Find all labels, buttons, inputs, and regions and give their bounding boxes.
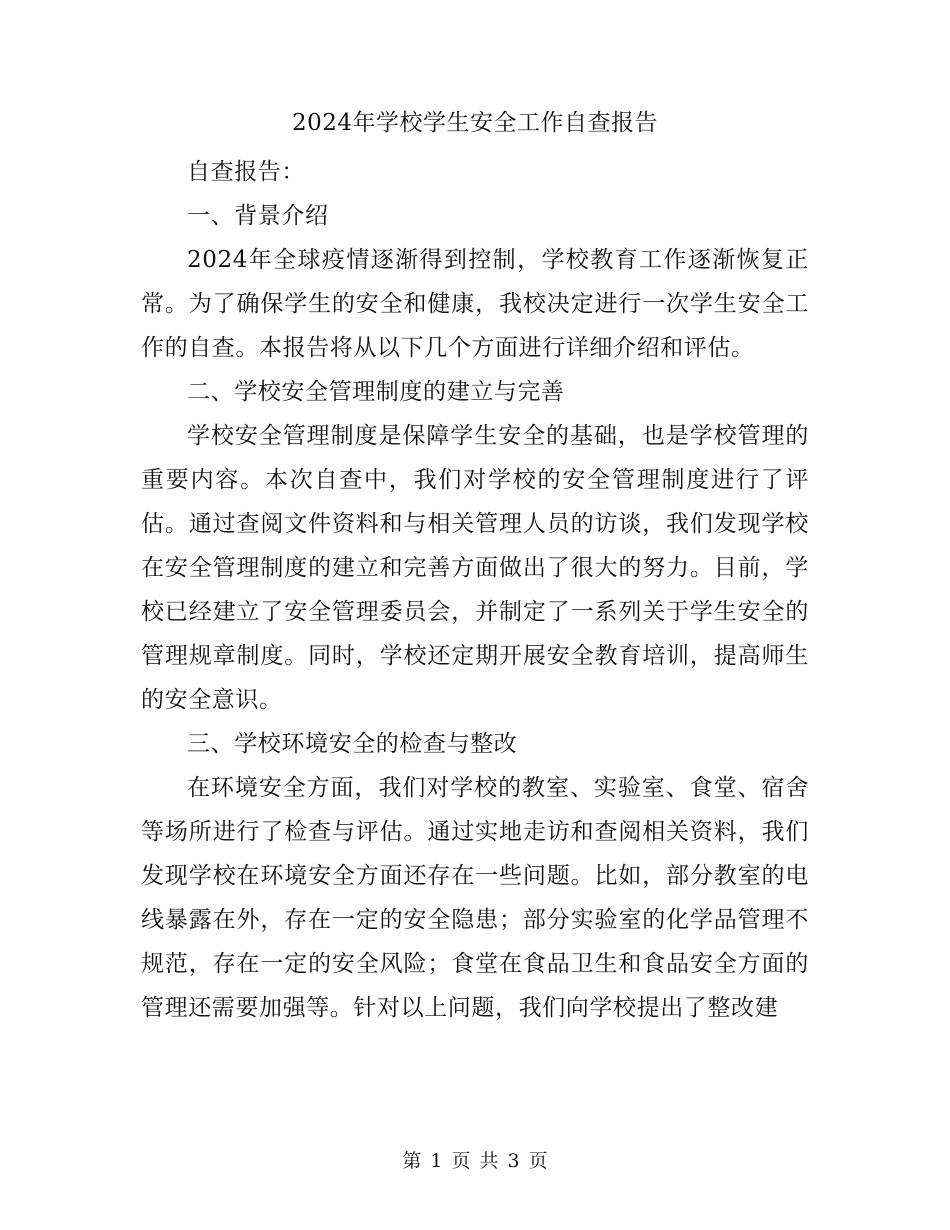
- paragraph-management-system: 学校安全管理制度是保障学生安全的基础，也是学校管理的重要内容。本次自查中，我们对学校的安全管理制度进行了评估。通过查阅文件资料和与相关管理人员的访谈，我们发现学校在安全管理制度的建立和完善方面做出了很大的努力。目前，学校已经建立了安全管理委员会，并制定了一系列关于学生安全的管理规章制度。同时，学校还定期开展安全教育培训，提高师生的安全意识。: [141, 423, 809, 713]
- document-title: 2024年学校学生安全工作自查报告: [291, 110, 659, 136]
- heading-environment-safety: 三、学校环境安全的检查与整改: [187, 731, 518, 757]
- heading-management-system: 二、学校安全管理制度的建立与完善: [187, 379, 565, 405]
- document-body: [141, 150, 809, 1030]
- paragraph-background: 2024年全球疫情逐渐得到控制，学校教育工作逐渐恢复正常。为了确保学生的安全和健康，我校决定进行一次学生安全工作的自查。本报告将从以下几个方面进行详细介绍和评估。: [141, 247, 809, 361]
- heading-background: 一、背景介绍: [187, 203, 329, 229]
- page-number-footer: 第 1 页 共 3 页: [402, 1150, 548, 1172]
- paragraph-environment-safety: 在环境安全方面，我们对学校的教室、实验室、食堂、宿舍等场所进行了检查与评估。通过实地走访和查阅相关资料，我们发现学校在环境安全方面还存在一些问题。比如，部分教室的电线暴露在外，存在一定的安全隐患；部分实验室的化学品管理不规范，存在一定的安全风险；食堂在食品卫生和食品安全方面的管理还需要加强等。针对以上问题，我们向学校提出了整改建: [141, 775, 809, 1021]
- paragraph-report-label: 自查报告：: [187, 159, 305, 185]
